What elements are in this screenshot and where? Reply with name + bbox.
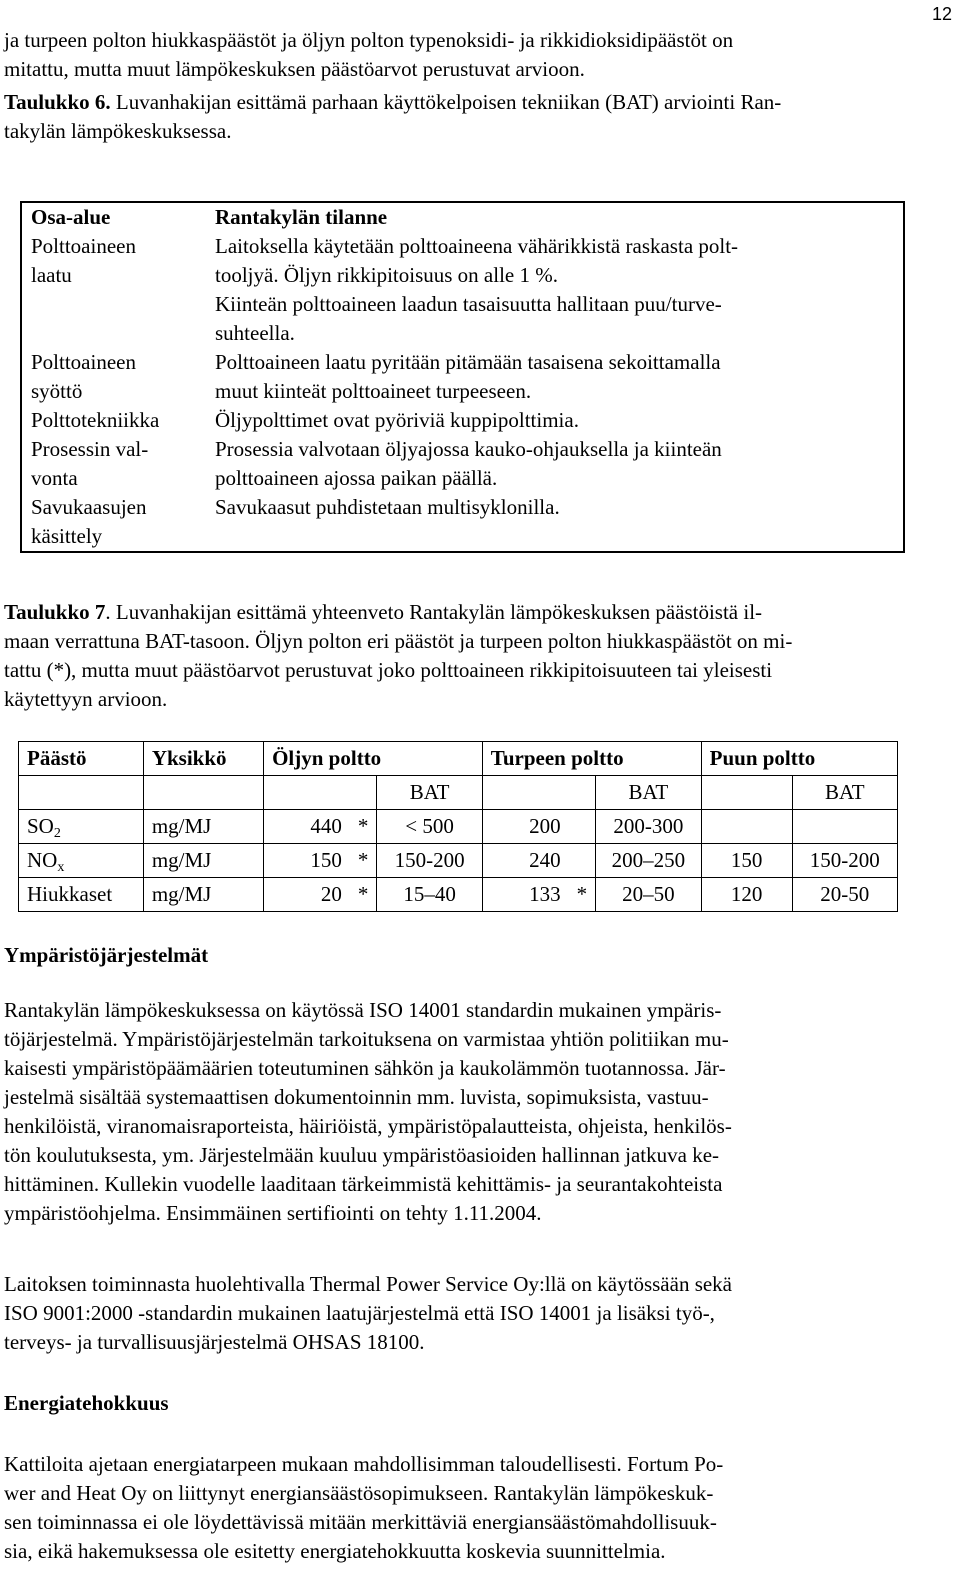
oil-bat: 15–40 [377,878,482,912]
oil-star: * [350,878,377,912]
table7-caption-label: Taulukko 7 [4,600,106,624]
emission-name: SO [27,814,54,838]
status-text: Kiinteän polttoaineen laadun tasaisuutta hallitaan puu/turve- [215,292,722,316]
table-row [21,493,904,552]
paragraph-line: Laitoksen toiminnasta huolehtivalla Thermal Power Service Oy:llä on käytössään sekä [4,1272,733,1296]
status-text: Öljypolttimet ovat pyöriviä kuppipolttimia. [215,408,579,432]
table6-caption-text: takylän lämpökeskuksessa. [4,119,232,143]
header-wood: Puun poltto [701,742,897,776]
header-status: Rantakylän tilanne [215,205,388,229]
wood-value: 150 [701,844,792,878]
emission-cell [19,878,144,912]
area-cell [21,232,207,348]
area-text: Polttotekniikka [31,408,160,432]
status-cell [207,493,904,552]
paragraph-line: henkilöistä, viranomaisraporteista, häiriöistä, ympäristöpalautteista, ohjeista, henkilös- [4,1114,732,1138]
unit-cell: mg/MJ [143,810,263,844]
area-cell [21,493,207,552]
header-emission: Päästö [19,742,144,776]
table6-caption-label: Taulukko 6. [4,90,111,114]
peat-value: 133 [482,878,568,912]
table-row [21,348,904,406]
empty-cell [482,776,595,810]
env-paragraph-2 [4,1270,914,1357]
area-text: Prosessin val- [31,437,149,461]
oil-bat: < 500 [377,810,482,844]
table-row [21,435,904,493]
oil-value: 20 [264,878,350,912]
wood-value [701,810,792,844]
section-heading: Ympäristöjärjestelmät [4,943,209,967]
status-text: Polttoaineen laatu pyritään pitämään tasaisena sekoittamalla [215,350,721,374]
table-subheader-row [19,776,898,810]
oil-star: * [350,844,377,878]
peat-bat: 200–250 [596,844,702,878]
paragraph-line: jestelmä sisältää systemaattisen dokumentoinnin mm. luvista, sopimuksista, vastuu- [4,1085,709,1109]
paragraph-line: hittäminen. Kullekin vuodelle laaditaan tärkeimmistä kehittämis- ja seurantakohteista [4,1172,723,1196]
table-row [21,406,904,435]
env-heading [4,941,914,970]
area-text: Polttoaineen [31,234,136,258]
oil-value: 150 [264,844,350,878]
area-text: Polttoaineen [31,350,136,374]
status-text: polttoaineen ajossa paikan päällä. [215,466,498,490]
intro-line: mitattu, mutta muut lämpökeskuksen päästöarvot perustuvat arvioon. [4,57,585,81]
area-text: käsittely [31,524,103,548]
unit-cell: mg/MJ [143,844,263,878]
table-row [19,844,898,878]
oil-star: * [350,810,377,844]
section-heading: Energiatehokkuus [4,1391,169,1415]
area-text: laatu [31,263,72,287]
status-cell [207,435,904,493]
emissions-table [18,741,898,912]
status-cell [207,348,904,406]
table-row [21,232,904,348]
emission-cell [19,810,144,844]
table6-caption-text: Luvanhakijan esittämä parhaan käyttökelpoisen tekniikan (BAT) arviointi Ran- [115,90,782,114]
energy-paragraph [4,1450,914,1566]
table6-caption [4,88,914,146]
wood-bat: 20-50 [792,878,897,912]
status-text: suhteella. [215,321,295,345]
table-header-row [21,202,904,232]
status-text: Laitoksella käytetään polttoaineena vähärikkistä raskasta polt- [215,234,739,258]
paragraph-line: ISO 9001:2000 -standardin mukainen laatujärjestelmä että ISO 14001 ja lisäksi työ-, [4,1301,715,1325]
header-bat: BAT [377,776,482,810]
paragraph-line: ympäristöohjelma. Ensimmäinen sertifiointi on tehty 1.11.2004. [4,1201,542,1225]
area-cell [21,348,207,406]
area-text: Savukaasujen [31,495,147,519]
page-number: 12 [931,4,952,24]
table-header-row [19,742,898,776]
table7-caption-text: maan verrattuna BAT-tasoon. Öljyn polton eri päästöt ja turpeen polton hiukkaspäästöt on mi- [4,629,793,653]
peat-star [569,844,596,878]
env-paragraph [4,996,914,1228]
emission-subscript: x [57,860,65,875]
status-text: Prosessia valvotaan öljyajossa kauko-ohjauksella ja kiinteän [215,437,722,461]
bat-assessment-table [20,201,905,553]
paragraph-line: sia, eikä hakemuksessa ole esitetty energiatehokkuutta koskevia suunnittelmia. [4,1539,666,1563]
table-row [19,878,898,912]
header-bat: BAT [792,776,897,810]
paragraph-line: terveys- ja turvallisuusjärjestelmä OHSAS 18100. [4,1330,425,1354]
unit-cell: mg/MJ [143,878,263,912]
empty-cell [143,776,263,810]
paragraph-line: wer and Heat Oy on liittynyt energiansäästösopimukseen. Rantakylän lämpökeskuk- [4,1481,714,1505]
status-text: Savukaasut puhdistetaan multisyklonilla. [215,495,560,519]
header-peat: Turpeen poltto [482,742,701,776]
peat-value: 200 [482,810,568,844]
peat-star: * [569,878,596,912]
table7-caption-text: käytettyyn arvioon. [4,687,168,711]
paragraph-line: sen toiminnassa ei ole löydettävissä mitään merkittäviä energiansäästömahdollisuuk- [4,1510,717,1534]
empty-cell [19,776,144,810]
emission-name: NO [27,848,58,872]
status-text: muut kiinteät polttoaineet turpeeseen. [215,379,532,403]
status-cell [207,232,904,348]
header-area: Osa-alue [31,205,111,229]
empty-cell [701,776,792,810]
status-text: tooljyä. Öljyn rikkipitoisuus on alle 1 %. [215,263,558,287]
table7-caption-text: tattu (*), mutta muut päästöarvot perustuvat joko polttoaineen rikkipitoisuuteen tai yleisesti [4,658,773,682]
oil-bat: 150-200 [377,844,482,878]
table7-caption [4,598,914,714]
header-oil: Öljyn poltto [264,742,483,776]
peat-bat: 200-300 [596,810,702,844]
status-cell [207,406,904,435]
peat-bat: 20–50 [596,878,702,912]
paragraph-line: Rantakylän lämpökeskuksessa on käytössä ISO 14001 standardin mukainen ympäris- [4,998,722,1022]
area-cell [21,435,207,493]
paragraph-line: Kattiloita ajetaan energiatarpeen mukaan mahdollisimman taloudellisesti. Fortum Po- [4,1452,724,1476]
intro-paragraph [4,26,914,84]
area-text: vonta [31,466,78,490]
wood-bat [792,810,897,844]
area-text: syöttö [31,379,83,403]
paragraph-line: tön koulutuksesta, ym. Järjestelmään kuuluu ympäristöasioiden hallinnan jatkuva ke- [4,1143,720,1167]
header-bat: BAT [596,776,702,810]
empty-cell [264,776,377,810]
wood-bat: 150-200 [792,844,897,878]
oil-value: 440 [264,810,350,844]
paragraph-line: kaisesti ympäristöpäämäärien toteutuminen sähkön ja kaukolämmön tuotannossa. Jär- [4,1056,726,1080]
header-unit: Yksikkö [143,742,263,776]
intro-line: ja turpeen polton hiukkaspäästöt ja öljyn polton typenoksidi- ja rikkidioksidipäästöt on [4,28,734,52]
peat-star [569,810,596,844]
paragraph-line: töjärjestelmä. Ympäristöjärjestelmän tarkoituksena on varmistaa yhtiön politiikan mu- [4,1027,729,1051]
table-row [19,810,898,844]
table7-caption-text: . Luvanhakijan esittämä yhteenveto Rantakylän lämpökeskuksen päästöistä il- [105,600,763,624]
wood-value: 120 [701,878,792,912]
area-cell [21,406,207,435]
energy-heading [4,1389,914,1418]
emission-name: Hiukkaset [27,882,113,906]
emission-cell [19,844,144,878]
emission-subscript: 2 [53,826,61,841]
peat-value: 240 [482,844,568,878]
